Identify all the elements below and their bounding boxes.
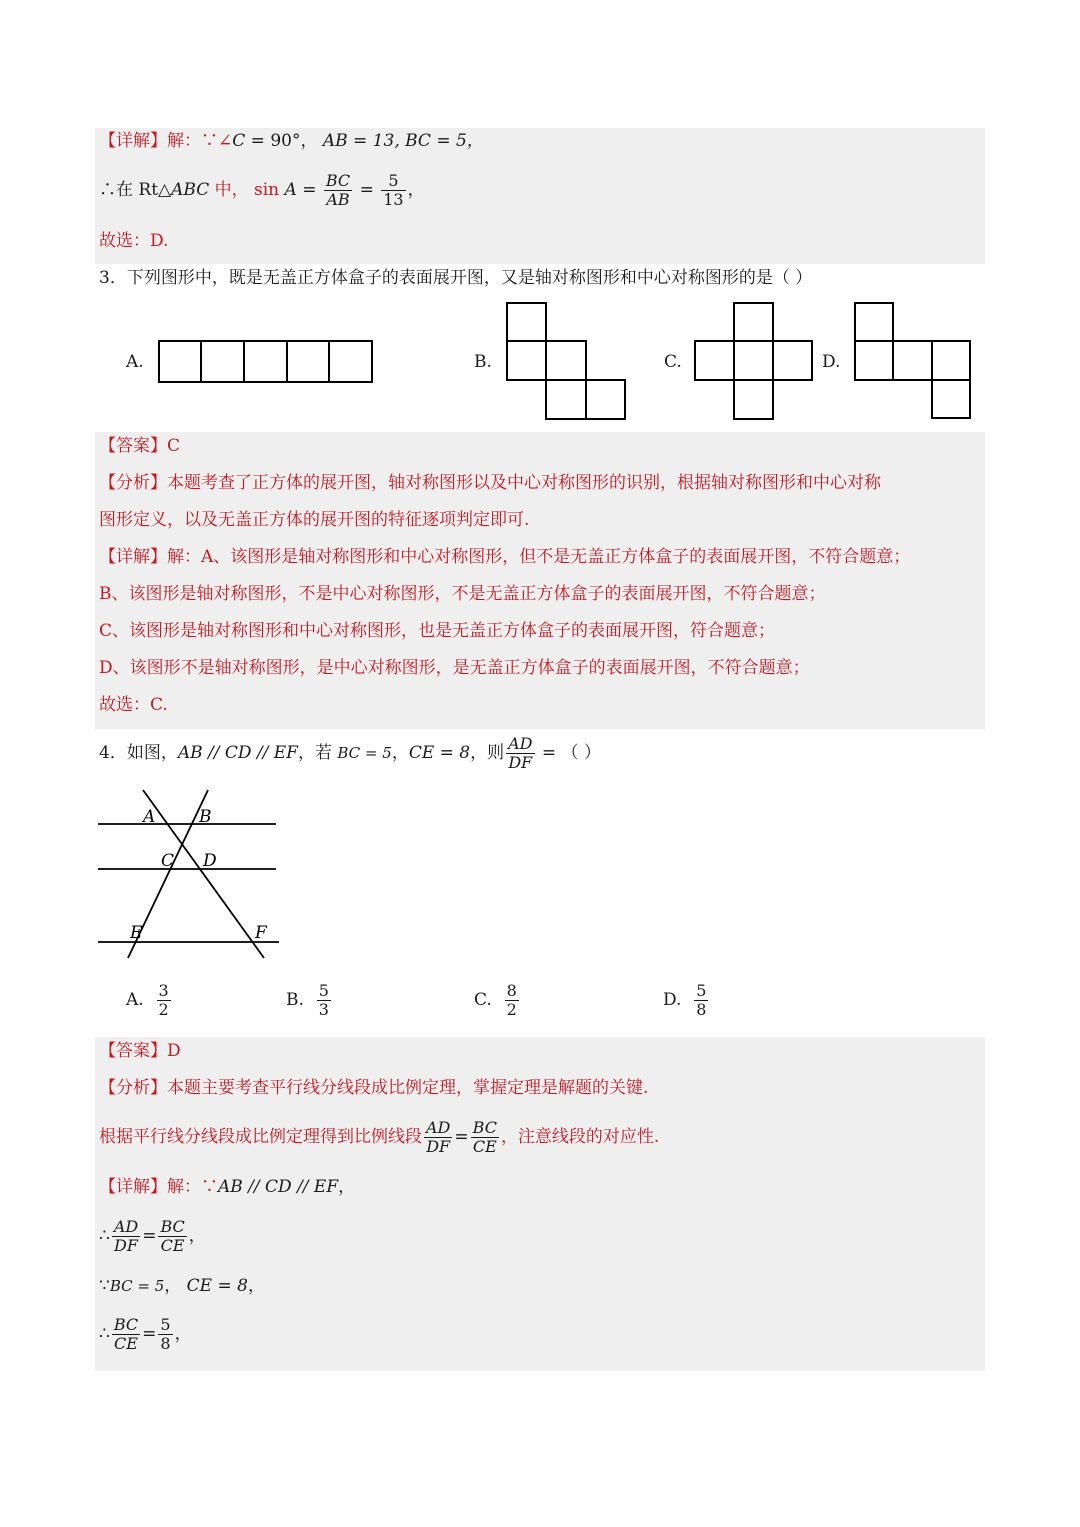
q2-detail-line: 【详解】解：∵∠C = 90°， AB = 13, BC = 5，	[99, 131, 484, 151]
q3-detail-1: 【详解】解：A、该图形是轴对称图形和中心对称图形，但不是无盖正方体盒子的表面展开图，不符合题意；	[99, 547, 911, 567]
q4-detail-1: 【详解】解：∵AB // CD // EF，	[99, 1177, 356, 1197]
q4-option-a: A. $\frac{3}{2}$	[126, 981, 169, 1019]
q3-option-b-label: B.	[474, 352, 492, 372]
q4-detail-2: ∴ $\frac{AD}{DF}$ = $\frac{BC}{CE}$ ，	[99, 1217, 206, 1255]
q3-option-d-label: D.	[822, 352, 841, 372]
q3-answer: 【答案】C	[99, 436, 181, 456]
q4-stem: 4．如图，AB // CD // EF，若 BC = 5，CE = 8，则 $\frac{AD}{DF}$ = （ ）	[99, 734, 601, 772]
q3-detail-4: D、该图形不是轴对称图形，是中心对称图形，是无盖正方体盒子的表面展开图，不符合题意；	[99, 658, 810, 678]
q3-analysis-2: 图形定义，以及无盖正方体的展开图的特征逐项判定即可.	[99, 510, 530, 530]
q2-choose: 故选：D.	[99, 231, 169, 251]
q4-analysis-2: 根据平行线分线段成比例定理得到比例线段 $\frac{AD}{DF}$ = $\frac{BC}{CE}$ ，注意线段的对应性.	[99, 1118, 660, 1156]
fraction-5-13: $\frac{5}{13}$	[383, 171, 404, 209]
q3-analysis-1: 【分析】本题考查了正方体的展开图，轴对称图形以及中心对称图形的识别，根据轴对称图形和中心对称	[99, 473, 881, 493]
q4-option-d: D. $\frac{5}{8}$	[663, 981, 707, 1019]
q4-option-c: C. $\frac{8}{2}$	[474, 981, 517, 1019]
fraction-bc-ab: $\frac{BC}{AB}$	[325, 171, 351, 209]
q4-analysis-1: 【分析】本题主要考查平行线分线段成比例定理，掌握定理是解题的关键.	[99, 1078, 649, 1098]
point-b-label: B	[199, 807, 212, 827]
point-d-label: D	[203, 851, 217, 871]
point-e-label: E	[130, 923, 143, 943]
fraction-ad-df: $\frac{AD}{DF}$	[508, 734, 533, 772]
q3-option-a-label: A.	[126, 352, 144, 372]
q3-detail-3: C、该图形是轴对称图形和中心对称图形，也是无盖正方体盒子的表面展开图，符合题意；	[99, 621, 776, 641]
detail-tag: 【详解】	[99, 131, 167, 151]
q4-option-b: B. $\frac{5}{3}$	[286, 981, 329, 1019]
point-a-label: A	[143, 807, 156, 827]
q3-detail-2: B、该图形是轴对称图形，不是中心对称图形，不是无盖正方体盒子的表面展开图，不符合题意；	[99, 584, 826, 604]
q2-sin-line: ∴在 Rt△ABC 中， sin A = $\frac{BC}{AB}$ = $\frac{5}{13}$ ，	[99, 171, 425, 209]
q3-option-c-label: C.	[664, 352, 682, 372]
point-f-label: F	[255, 923, 267, 943]
q4-detail-4: ∴ $\frac{BC}{CE}$ = $\frac{5}{8}$ ，	[99, 1315, 192, 1353]
q4-answer: 【答案】D	[99, 1041, 181, 1061]
q4-detail-3: ∵BC = 5， CE = 8，	[99, 1276, 265, 1296]
point-c-label: C	[161, 851, 175, 871]
q3-stem: 3．下列图形中，既是无盖正方体盒子的表面展开图，又是轴对称图形和中心对称图形的是（ ）	[99, 268, 813, 288]
q3-choose: 故选：C.	[99, 695, 168, 715]
